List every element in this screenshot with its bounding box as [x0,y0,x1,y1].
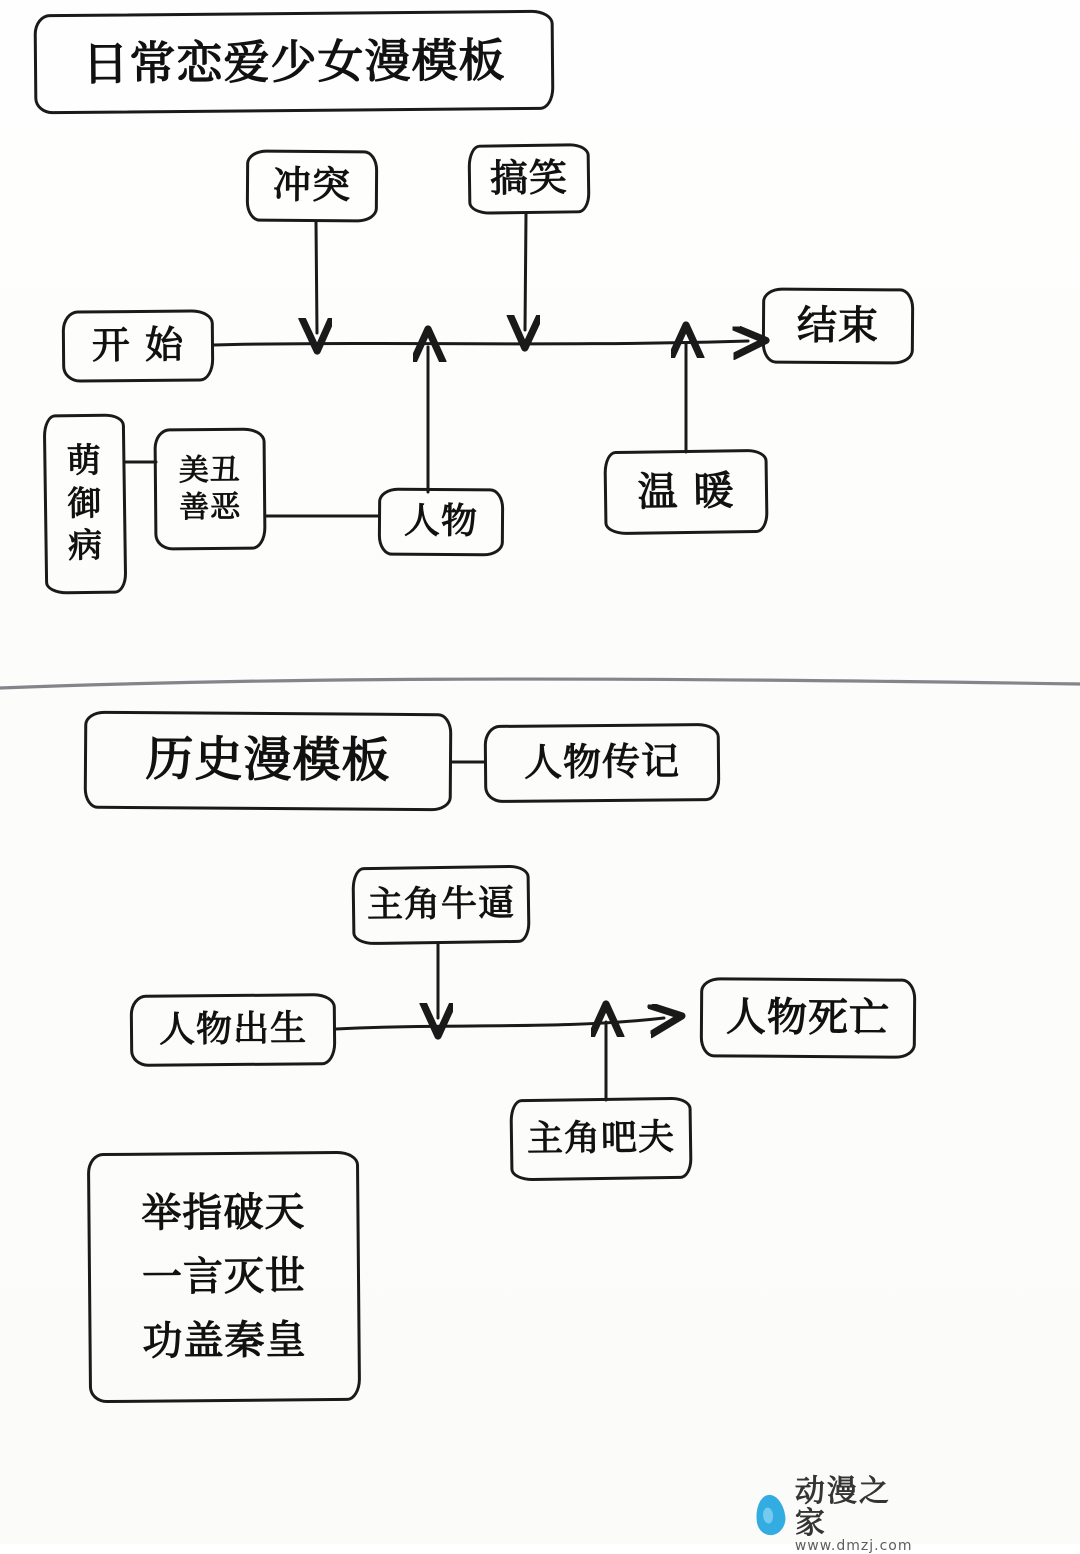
node-traits-left-label: 萌 御 病 [66,441,104,567]
top-title-box [34,10,555,115]
node-end[interactable] [762,287,915,364]
node-traits-left[interactable] [43,413,128,594]
watermark-name: 动漫之家 [794,1474,891,1541]
note-box [87,1151,361,1403]
node-character[interactable] [378,488,504,557]
node-character-label: 人物 [403,501,479,543]
node-birth[interactable] [130,993,337,1067]
node-hero-loss[interactable] [509,1097,692,1182]
node-conflict-label: 冲突 [272,162,352,208]
node-hero-loss-label: 主角吧夫 [526,1117,676,1161]
node-death-label: 人物死亡 [725,994,891,1042]
water-drop-icon [754,1492,788,1538]
node-hero-awesome-label: 主角牛逼 [366,883,516,927]
bottom-subtitle-box [484,723,721,803]
note-line-1: 举指破天 [141,1189,306,1237]
node-traits-right-label: 美丑 善恶 [178,452,242,526]
node-conflict[interactable] [246,150,378,223]
node-start-label: 开 始 [91,322,185,368]
watermark-text [795,1476,918,1554]
node-traits-right[interactable] [153,428,266,551]
bottom-title-text: 历史漫模板 [145,731,391,790]
node-comedy[interactable] [468,143,591,215]
node-birth-label: 人物出生 [158,1008,308,1051]
node-warm-label: 温 暖 [637,468,735,516]
node-hero-awesome[interactable] [351,865,530,945]
watermark-url: www.dmzj.com [794,1538,913,1554]
node-end-label: 结束 [796,302,880,350]
node-start[interactable] [62,309,215,382]
top-title-text: 日常恋爱少女漫模板 [82,32,506,91]
note-line-2: 一言灭世 [141,1253,307,1301]
node-death[interactable] [700,977,917,1059]
node-warm[interactable] [603,449,768,535]
note-line-3: 功盖秦皇 [142,1317,307,1365]
bottom-title-box [84,711,453,812]
watermark [756,1476,918,1554]
bottom-subtitle-text: 人物传记 [523,739,681,785]
node-comedy-label: 搞笑 [489,155,569,201]
